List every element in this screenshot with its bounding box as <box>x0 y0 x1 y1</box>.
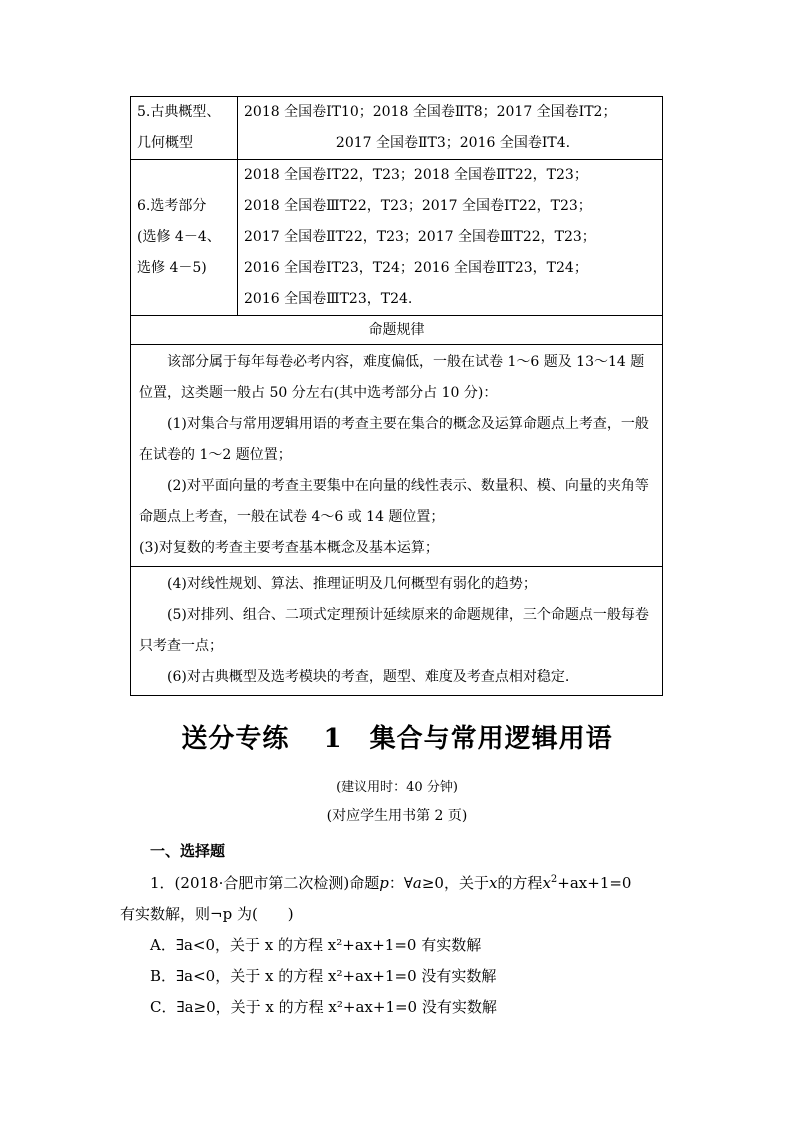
topic-label: 6.选考部分 <box>137 198 207 214</box>
exam-ref-line: 2017 全国卷ⅡT3；2016 全国卷ⅠT4. <box>335 135 571 151</box>
question-stem-cont: 有实数解，则¬p 为( ) <box>120 905 294 923</box>
question-text: ：∀ <box>388 874 413 892</box>
topic-label: 5.古典概型、 <box>137 104 221 120</box>
section-heading: 一、选择题 <box>150 842 226 860</box>
question-lead: 1．(2018·合肥市第二次检测)命题 <box>150 874 380 892</box>
exponent: 2 <box>550 874 558 885</box>
exam-ref-line: 2018 全国卷ⅠT22，T23；2018 全国卷ⅡT22，T23； <box>244 167 588 183</box>
question-stem <box>120 868 680 899</box>
math-var: a <box>412 874 422 892</box>
table-row <box>131 316 663 345</box>
exam-ref-line: 2016 全国卷ⅠT23，T24；2016 全国卷ⅡT23，T24； <box>244 260 588 276</box>
option-a[interactable]: A．∃a<0，关于 x 的方程 x²+ax+1=0 有实数解 <box>150 936 482 954</box>
paragraph: (1)对集合与常用逻辑用语的考查主要在集合的概念及运算命题点上考查，一般在试卷的 1～2 题位置； <box>139 416 649 463</box>
math-var: x <box>542 874 551 892</box>
table-row <box>131 160 663 316</box>
exam-topic-table <box>130 96 663 696</box>
section-header: 命题规律 <box>131 316 663 345</box>
table-row <box>131 97 663 160</box>
table-row <box>131 345 663 567</box>
book-reference: (对应学生用书第 2 页) <box>326 808 468 824</box>
exam-ref-line: 2018 全国卷ⅠT10；2018 全国卷ⅡT8；2017 全国卷ⅠT2； <box>244 104 617 120</box>
topic-cell <box>131 160 238 316</box>
option-b[interactable]: B．∃a<0，关于 x 的方程 x²+ax+1=0 没有实数解 <box>150 967 497 985</box>
exam-ref-cell <box>238 97 663 160</box>
page-title: 送分专练 1 集合与常用逻辑用语 <box>181 724 613 754</box>
math-var: p <box>379 874 389 892</box>
exam-ref-line: 2017 全国卷ⅡT22，T23；2017 全国卷ⅢT22，T23； <box>244 229 596 245</box>
paragraph: 该部分属于每年每卷必考内容，难度偏低，一般在试卷 1～6 题及 13～14 题位置，这类题一般占 50 分左右(其中选考部分占 10 分)： <box>139 354 645 401</box>
table-row <box>131 567 663 696</box>
topic-label: (选修 4－4、 <box>137 229 221 245</box>
exam-ref-cell <box>238 160 663 316</box>
paragraph: (3)对复数的考查主要考查基本概念及基本运算； <box>139 540 439 556</box>
topic-cell <box>131 97 238 160</box>
exam-ref-line: 2018 全国卷ⅢT22，T23；2017 全国卷ⅠT22，T23； <box>244 198 592 214</box>
equation: +ax+1=0 <box>557 874 632 892</box>
paragraph: (5)对排列、组合、二项式定理预计延续原来的命题规律，三个命题点一般每卷只考查一点； <box>139 607 649 654</box>
math-var: x <box>488 874 498 892</box>
topic-label: 选修 4－5) <box>137 260 207 276</box>
pattern-text-cell <box>131 345 663 567</box>
paragraph: (4)对线性规划、算法、推理证明及几何概型有弱化的趋势； <box>167 576 537 592</box>
exam-ref-line: 2016 全国卷ⅢT23，T24. <box>244 291 413 307</box>
suggested-time: (建议用时：40 分钟) <box>336 780 458 795</box>
paragraph: (6)对古典概型及选考模块的考查，题型、难度及考查点相对稳定. <box>167 669 570 685</box>
pattern-text-cell <box>131 567 663 696</box>
question-text: ≥0，关于 <box>421 874 489 892</box>
paragraph: (2)对平面向量的考查主要集中在向量的线性表示、数量积、模、向量的夹角等命题点上考查，一般在试卷 4～6 或 14 题位置； <box>139 478 649 525</box>
question-1 <box>120 868 680 1023</box>
option-c[interactable]: C．∃a≥0，关于 x 的方程 x²+ax+1=0 没有实数解 <box>150 998 497 1016</box>
question-text: 的方程 <box>497 874 543 892</box>
topic-label: 几何概型 <box>137 135 193 151</box>
